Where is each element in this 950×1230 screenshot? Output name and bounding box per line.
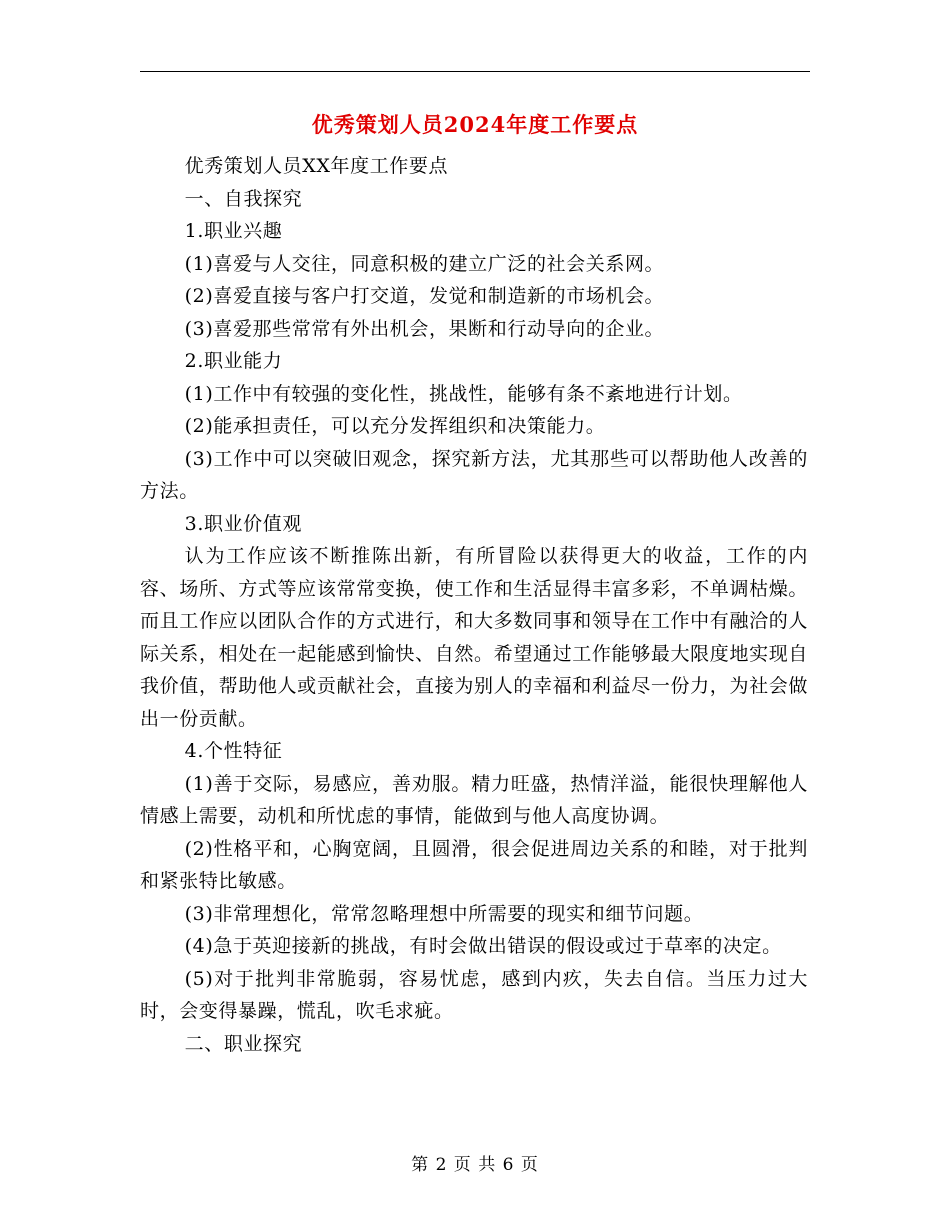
list-item: (2)能承担责任，可以充分发挥组织和决策能力。 [184, 415, 606, 437]
list-item: (1)工作中有较强的变化性，挑战性，能够有条不紊地进行计划。 [184, 382, 743, 405]
section-heading: 一、自我探究 [184, 187, 303, 210]
document-title: 优秀策划人员2024年度工作要点 [311, 112, 639, 137]
list-item: (3)工作中可以突破旧观念，探究新方法，尤其那些可以帮助他人改善的方法。 [140, 447, 808, 502]
list-item: (2)性格平和，心胸宽阔，且圆滑，很会促进周边关系的和睦，对于批判和紧张特比敏感。 [140, 837, 808, 892]
subsection-heading: 3.职业价值观 [184, 512, 302, 535]
subsection-heading: 1.职业兴趣 [184, 220, 283, 242]
section-heading: 二、职业探究 [184, 1032, 303, 1055]
footer-total-pages: 6 [502, 1155, 515, 1175]
subsection-heading: 4.个性特征 [184, 740, 283, 762]
paragraph: 认为工作应该不断推陈出新，有所冒险以获得更大的收益，工作的内容、场所、方式等应该常常变换，使工作和生活显得丰富多彩，不单调枯燥。而且工作应以团队合作的方式进行，和大多数同事和领导在工作中有融洽的人际关系，相处在一起能感到愉快、自然。希望通过工作能够最大限度地实现自我价值，帮助他人或贡献社会，直接为别人的幸福和利益尽一份力，为社会做出一份贡献。 [140, 545, 808, 730]
list-item: (1)善于交际，易感应，善劝服。精力旺盛，热情洋溢，能很快理解他人情感上需要，动机和所忧虑的事情，能做到与他人高度协调。 [140, 772, 808, 827]
footer-middle: 页 共 [453, 1155, 497, 1175]
footer-prefix: 第 [411, 1155, 430, 1175]
document-body [140, 150, 808, 1060]
subsection-heading: 2.职业能力 [184, 350, 283, 372]
list-item: (5)对于批判非常脆弱，容易忧虑，感到内疚，失去自信。当压力过大时，会变得暴躁，慌乱，吹毛求疵。 [140, 967, 808, 1022]
list-item: (3)喜爱那些常常有外出机会，果断和行动导向的企业。 [184, 317, 665, 340]
list-item: (1)喜爱与人交往，同意积极的建立广泛的社会关系网。 [184, 252, 665, 275]
list-item: (3)非常理想化，常常忽略理想中所需要的现实和细节问题。 [184, 902, 704, 925]
list-item: (2)喜爱直接与客户打交道，发觉和制造新的市场机会。 [184, 285, 665, 307]
page-footer [140, 1152, 810, 1178]
header-rule [140, 71, 810, 72]
list-item: (4)急于英迎接新的挑战，有时会做出错误的假设或过于草率的决定。 [184, 935, 782, 957]
paragraph: 优秀策划人员XX年度工作要点 [184, 155, 449, 177]
footer-current-page: 2 [435, 1155, 448, 1175]
footer-suffix: 页 [520, 1155, 539, 1175]
